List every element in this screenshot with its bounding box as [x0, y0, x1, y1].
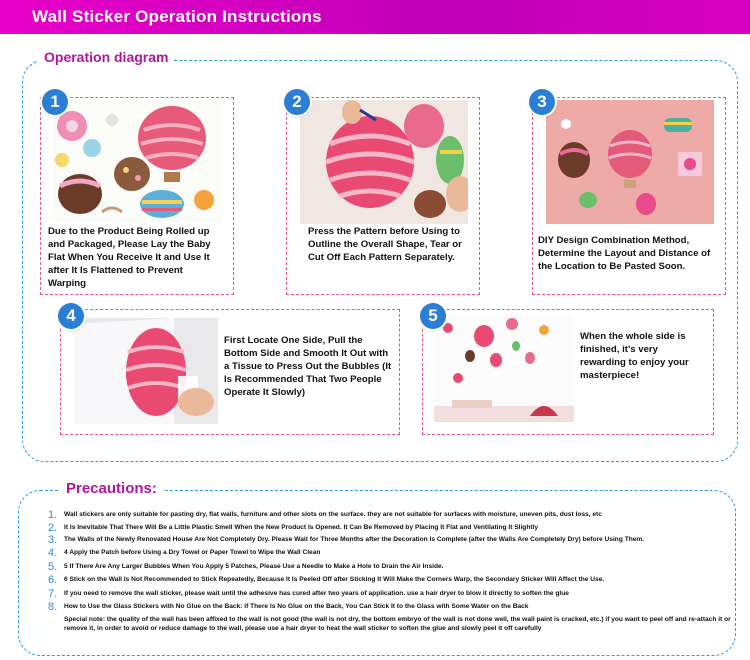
- precaution-number: 7.: [48, 588, 58, 600]
- step-3-photo: [546, 100, 714, 224]
- precaution-item-1: [48, 511, 738, 523]
- precaution-item-3: [48, 536, 738, 548]
- header-banner: [0, 0, 750, 34]
- precaution-text: The Walls of the Newly Renovated House Are Not Completely Dry. Please Wait for Three Months after the Decoration Is Complete (after the Walls Are Completely Dry) before Using Them.: [64, 536, 645, 543]
- step-5-photo: [434, 316, 574, 422]
- precaution-number: 5.: [48, 561, 58, 573]
- precaution-item-4: [48, 549, 738, 561]
- precautions-title: Precautions:: [60, 480, 163, 497]
- precaution-number: 6.: [48, 574, 58, 586]
- precaution-item-8: [48, 603, 738, 615]
- step-1-text: Due to the Product Being Rolled up and Packaged, Please Lay the Baby Flat When You Receive It and Use It after It Is Flattened to Prevent Warping: [48, 226, 211, 289]
- precaution-item-6: [48, 576, 738, 588]
- step-2-photo: [300, 100, 468, 224]
- precaution-text: How to Use the Glass Stickers with No Glue on the Back: if There Is No Glue on the Back, You Can Stick It to the Glass with Some Water on the Back: [64, 603, 529, 610]
- precaution-text: 5 If There Are Any Larger Bubbles When You Apply 5 Patches, Please Use a Needle to Make a Hole to Drain the Air Inside.: [64, 563, 444, 570]
- precaution-item-2: [48, 524, 738, 536]
- step-4-text: First Locate One Side, Pull the Bottom Side and Smooth It Out with a Tissue to Press Out the Bubbles (It Is Recommended That Two People Operate It Slowly): [224, 335, 392, 398]
- page-title: Wall Sticker Operation Instructions: [32, 7, 322, 26]
- precaution-special-note: Special note: the quality of the wall has been affixed to the wall is not good (the wall is not dry, the bottom embryo of the wall is not done well, the wall paint is cracked, etc.) if you want to peel off and re-attach it or remove it, in order to avoid or reduce damage to the wall, please use a hair dryer to heat the wall sticker to soften the glue and slowly peel it off carefully: [64, 616, 731, 632]
- step-1-photo: [52, 100, 222, 222]
- precaution-text: 6 Stick on the Wall Is Not Recommended to Stick Repeatedly, Because It Is Peeled Off after Sticking It Will Make the Corners Warp, the Secondary Sticker Will Affect the Use.: [64, 576, 605, 583]
- step-5-number-badge: 5: [420, 303, 446, 329]
- precaution-text: If you need to remove the wall sticker, please wait until the adhesive has cured after two years of application. use a hair dryer to blow it directly to soften the glue: [64, 590, 569, 597]
- precaution-number: 2.: [48, 522, 58, 534]
- precaution-number: 8.: [48, 601, 58, 613]
- step-2-number-badge: 2: [284, 89, 310, 115]
- step-4-photo: [74, 318, 218, 424]
- step-3-text: DIY Design Combination Method, Determine the Layout and Distance of the Location to Be Pasted Soon.: [538, 235, 711, 272]
- precaution-number: 3.: [48, 534, 58, 546]
- step-1-number-badge: 1: [42, 89, 68, 115]
- operation-diagram-title: Operation diagram: [38, 49, 174, 65]
- precaution-item-7: [48, 590, 738, 602]
- precaution-text: It Is Inevitable That There Will Be a Little Plastic Smell When the New Product Is Opened. It Can Be Removed by Placing It Flat and Ventilating It Slightly: [64, 524, 539, 531]
- precaution-text: Wall stickers are only suitable for pasting dry, flat walls, furniture and other slots on the surface. they are not suitable for surfaces with moisture, uneven pits, dust loss, etc: [64, 511, 602, 518]
- step-3-number-badge: 3: [529, 89, 555, 115]
- precaution-item-5: [48, 563, 738, 575]
- precaution-text: 4 Apply the Patch before Using a Dry Towel or Paper Towel to Wipe the Wall Clean: [64, 549, 321, 556]
- step-4-number-badge: 4: [58, 303, 84, 329]
- precaution-number: 4.: [48, 547, 58, 559]
- step-5-text: When the whole side is finished, it's very rewarding to enjoy your masterpiece!: [580, 331, 689, 381]
- step-2-text: Press the Pattern before Using to Outline the Overall Shape, Tear or Cut Off Each Pattern Separately.: [308, 226, 462, 263]
- precaution-number: 1.: [48, 509, 58, 521]
